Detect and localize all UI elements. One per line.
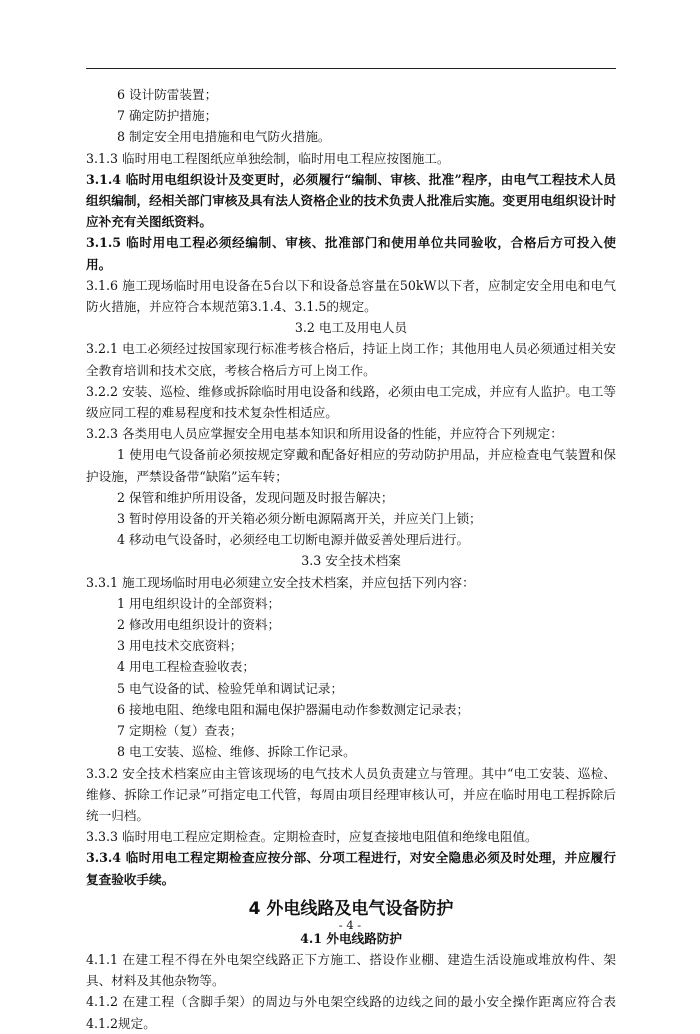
list-item: 3 暂时停用设备的开关箱必须分断电源隔离开关，并应关门上锁； <box>117 511 482 527</box>
clause-3-1-4: 3.1.4 临时用电组织设计及变更时，必须履行“编制、审核、批准”程序，由电气工程技术人员组织编制，经相关部门审核及具有法人资格企业的技术负责人批准后实施。变更用电组织设计时应补充有关图纸资料。 <box>86 171 616 230</box>
chapter-title-4: 4 外电线路及电气设备防护 <box>248 898 454 919</box>
list-item: 4 移动电气设备时，必须经电工切断电源并做妥善处理后进行。 <box>117 532 470 548</box>
header-rule <box>86 68 616 69</box>
clause-3-2-2: 3.2.2 安装、巡检、维修或拆除临时用电设备和线路，必须由电工完成，并应有人监护。电工等级应同工程的难易程度和技术复杂性相适应。 <box>86 383 616 421</box>
clause-4-1-2: 4.1.2 在建工程（含脚手架）的周边与外电架空线路的边线之间的最小安全操作距离应符合表4.1.2规定。 <box>86 994 616 1031</box>
clause-3-1-3: 3.1.3 临时用电工程图纸应单独绘制，临时用电工程应按图施工。 <box>86 150 450 166</box>
list-item: 7 确定防护措施； <box>117 108 218 124</box>
clause-3-3-4: 3.3.4 临时用电工程定期检查应按分部、分项工程进行，对安全隐患必须及时处理，并应履行复查验收手续。 <box>86 850 616 887</box>
list-item: 1 用电组织设计的全部资料； <box>117 595 281 611</box>
clause-3-3-2: 3.3.2 安全技术档案应由主管该现场的电气技术人员负责建立与管理。其中“电工安装、巡检、维修、拆除工作记录”可指定电工代管，每周由项目经理审核认可，并应在临时用电工程拆除后统一归档。 <box>86 765 616 823</box>
list-item: 8 制定安全用电措施和电气防火措施。 <box>117 129 331 145</box>
list-item: 3 用电技术交底资料； <box>117 638 243 654</box>
section-title-3-2: 3.2 电工及用电人员 <box>294 320 408 336</box>
clause-3-2-3: 3.2.3 各类用电人员应掌握安全用电基本知识和所用设备的性能，并应符合下列规定： <box>86 426 563 442</box>
list-item: 6 设计防雷装置； <box>117 87 218 102</box>
clause-3-1-5: 3.1.5 临时用电工程必须经编制、审核、批准部门和使用单位共同验收，合格后方可投入使用。 <box>86 235 616 272</box>
list-item: 5 电气设备的试、检验凭单和调试记录； <box>117 680 344 696</box>
section-title-3-3: 3.3 安全技术档案 <box>301 553 401 569</box>
list-item: 2 保管和维护所用设备，发现问题及时报告解决； <box>117 489 394 505</box>
list-item: 8 电工安装、巡检、维修、拆除工作记录。 <box>117 744 356 760</box>
document-body <box>86 84 616 1034</box>
list-item: 4 用电工程检查验收表； <box>117 659 255 675</box>
page-number: - 4 - <box>338 918 362 932</box>
list-item: 2 修改用电组织设计的资料； <box>117 617 281 633</box>
section-title-4-1: 4.1 外电线路防护 <box>300 930 402 946</box>
clause-3-2-1: 3.2.1 电工必须经过按国家现行标准考核合格后，持证上岗工作；其他用电人员必须通过相关安全教育培训和技术交底，考核合格后方可上岗工作。 <box>86 341 616 378</box>
list-item: 7 定期检（复）查表； <box>117 723 243 739</box>
clause-3-1-6: 3.1.6 施工现场临时用电设备在5台以下和设备总容量在50kW以下者，应制定安全用电和电气防火措施，并应符合本规范第3.1.4、3.1.5的规定。 <box>86 277 616 315</box>
list-item: 6 接地电阻、绝缘电阻和漏电保护器漏电动作参数测定记录表； <box>117 701 470 717</box>
list-item: 1 使用电气设备前必须按规定穿戴和配备好相应的劳动防护用品，并应检查电气装置和保护设施，严禁设备带“缺陷”运车转； <box>86 447 616 484</box>
clause-3-3-3: 3.3.3 临时用电工程应定期检查。定期检查时，应复查接地电阻值和绝缘电阻值。 <box>86 829 538 845</box>
clause-3-3-1: 3.3.1 施工现场临时用电必须建立安全技术档案，并应包括下列内容： <box>86 574 475 590</box>
clause-4-1-1: 4.1.1 在建工程不得在外电架空线路正下方施工、搭设作业棚、建造生活设施或堆放构件、架具、材料及其他杂物等。 <box>86 951 616 989</box>
